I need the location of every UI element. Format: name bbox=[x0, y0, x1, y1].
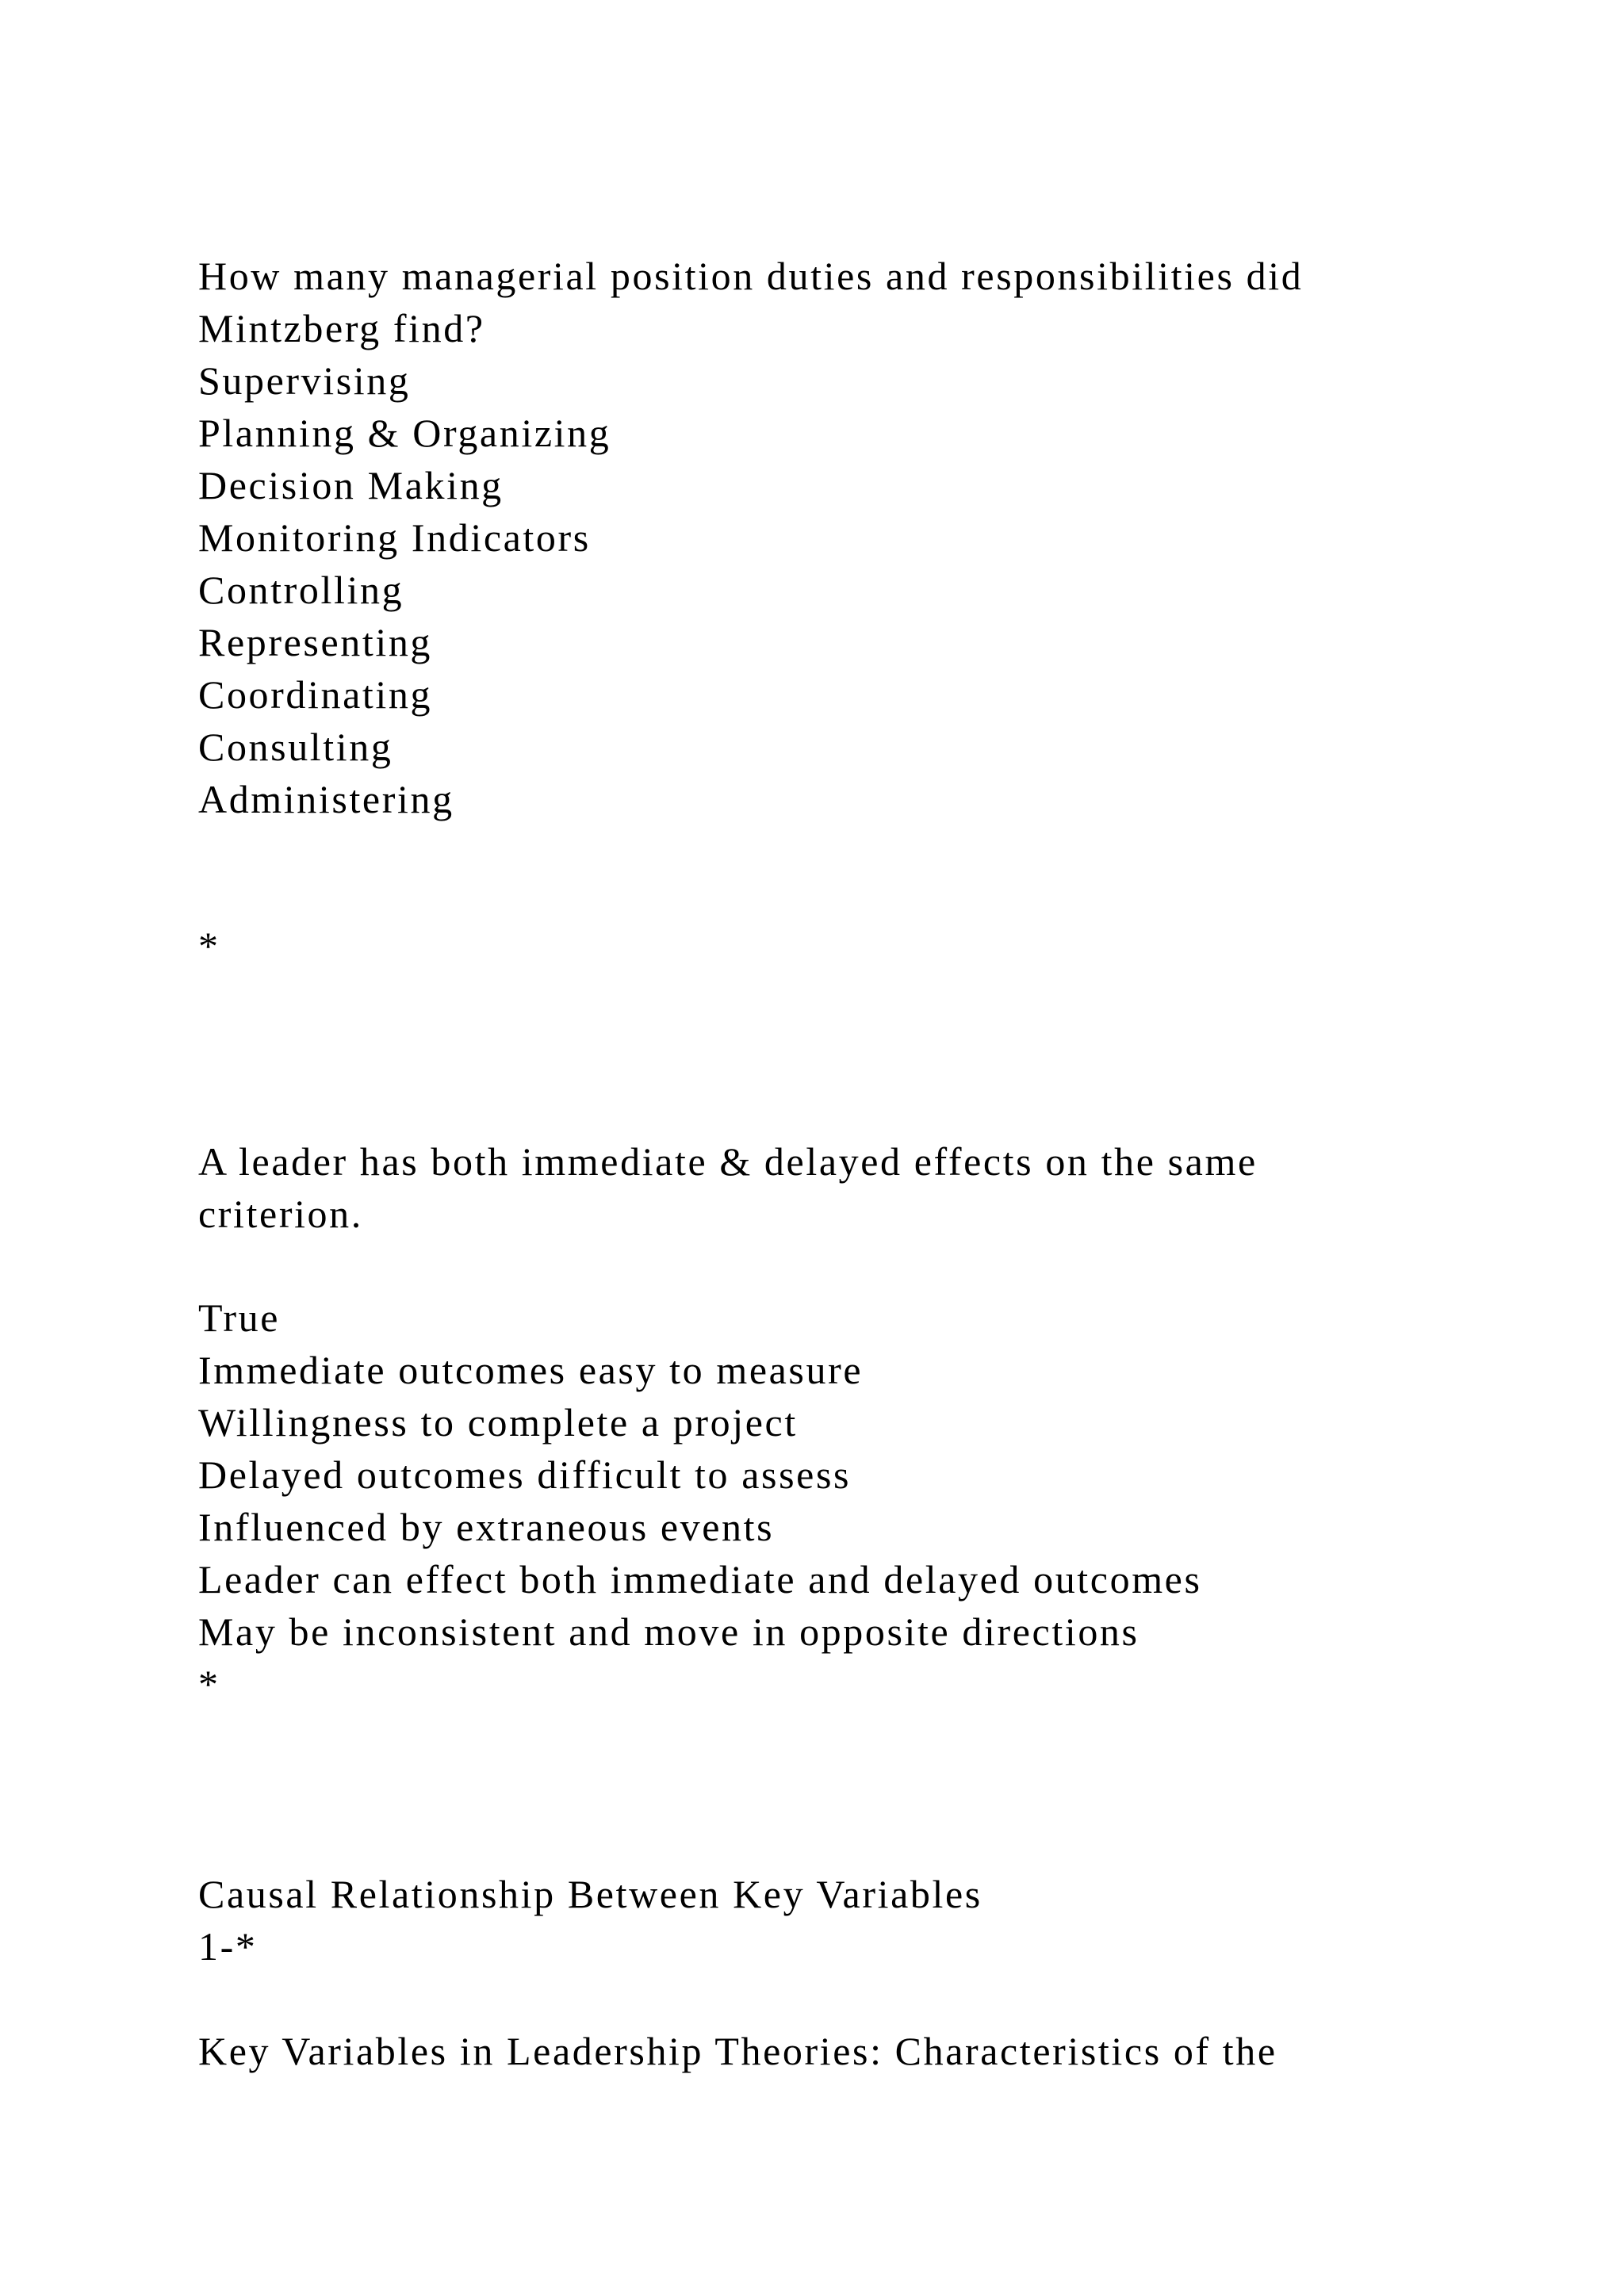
list-item: Controlling bbox=[198, 568, 404, 612]
list-item: Delayed outcomes difficult to assess bbox=[198, 1452, 852, 1497]
list-item: Administering bbox=[198, 777, 454, 821]
list-item: Immediate outcomes easy to measure bbox=[198, 1348, 864, 1392]
slide-number: 1-* bbox=[198, 1924, 258, 1969]
list-item: Planning & Organizing bbox=[198, 411, 611, 455]
section-title: Key Variables in Leadership Theories: Characteristics of the bbox=[198, 2029, 1277, 2073]
list-item: Influenced by extraneous events bbox=[198, 1505, 775, 1549]
list-item: Supervising bbox=[198, 358, 411, 403]
answer-text: True bbox=[198, 1295, 281, 1340]
list-item: Leader can effect both immediate and delayed outcomes bbox=[198, 1557, 1202, 1601]
statement-line-2: criterion. bbox=[198, 1192, 363, 1236]
list-item: Consulting bbox=[198, 725, 393, 769]
statement-line-1: A leader has both immediate & delayed effects on the same bbox=[198, 1139, 1258, 1184]
list-item: Decision Making bbox=[198, 463, 504, 507]
section-marker: * bbox=[198, 1662, 220, 1706]
section-marker: * bbox=[198, 924, 220, 968]
list-item: Coordinating bbox=[198, 672, 433, 717]
question-line-2: Mintzberg find? bbox=[198, 306, 485, 350]
section-title: Causal Relationship Between Key Variables bbox=[198, 1872, 982, 1916]
list-item: May be inconsistent and move in opposite directions bbox=[198, 1609, 1139, 1654]
list-item: Willingness to complete a project bbox=[198, 1400, 798, 1445]
list-item: Representing bbox=[198, 620, 433, 664]
list-item: Monitoring Indicators bbox=[198, 515, 591, 560]
question-line-1: How many managerial position duties and responsibilities did bbox=[198, 254, 1304, 298]
